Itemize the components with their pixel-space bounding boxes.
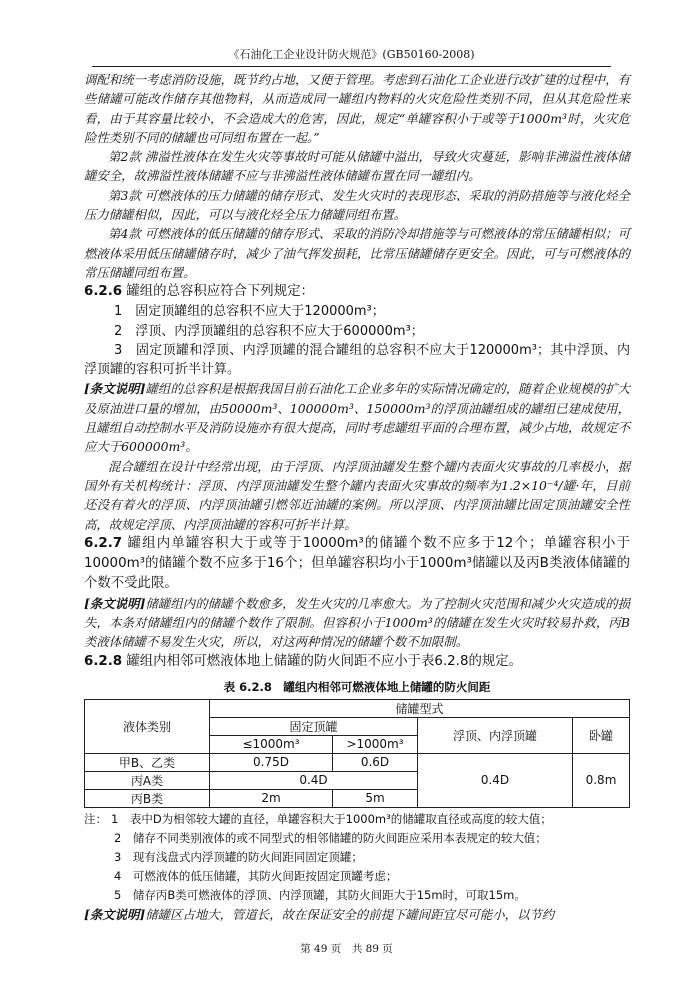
clause-title: 罐组的总容积应符合下列规定： (126, 284, 314, 300)
header-liquid-class: 液体类别 (85, 699, 210, 753)
header-large-volume: >1000m³ (333, 735, 418, 753)
table-cell: 0.75D (210, 753, 333, 771)
row-label: 丙A类 (85, 771, 210, 789)
explanation-paragraph (84, 594, 630, 652)
explanation-tag: [条文说明] (84, 381, 146, 397)
clause-item: 2 浮顶、内浮顶罐组的总容积不应大于600000m³； (114, 323, 424, 339)
table-caption: 表 6.2.8 罐组内相邻可燃液体地上储罐的防火间距 (223, 679, 491, 694)
table-cell: 0.4D (210, 771, 418, 789)
explanation-paragraph: 调配和统一考虑消防设施，既节约占地，又便于管理。考虑到石油化工企业进行改扩建的过程中，有些储罐可能改作储存其他物料，从而造成同一罐组内物料的火灾危险性类别不同，但从其危险性来看，由于其容量比较小，不会造成大的危害，因此，规定“单罐容积小于或等于1000m³时，火灾危险性类别不同的储罐也可同组布置在一起。” (84, 72, 630, 145)
note-item: 5 储存丙B类可燃液体的浮顶、内浮顶罐，其防火间距大于15m时，可取15m。 (114, 887, 526, 902)
clause-item: 3 固定顶罐和浮顶、内浮顶罐的混合罐组的总容积不应大于120000m³；其中浮顶、内浮顶罐的容积可折半计算。 (84, 342, 630, 378)
notes-lead: 注： (84, 811, 107, 826)
explanation-tag: [条文说明] (84, 906, 146, 922)
header-floating-roof: 浮顶、内浮顶罐 (418, 717, 573, 753)
explanation-paragraph: 第2款 沸溢性液体在发生火灾等事故时可能从储罐中溢出，导致火灾蔓延，影响非沸溢性液体储罐安全，故沸溢性液体储罐不应与非沸溢性液体储罐布置在同一罐组内。 (84, 149, 630, 184)
clause-number: 6.2.7 (84, 535, 123, 551)
explanation-paragraph: 混合罐组在设计中经常出现，由于浮顶、内浮顶油罐发生整个罐内表面火灾事故的几率极小，据国外有关机构统计：浮顶、内浮顶油罐发生整个罐内表面火灾事故的频率为1.2×10⁻⁴/罐·年，目前还没有着火的浮顶、内浮顶油罐引燃邻近油罐的案例。所以浮顶、内浮顶油罐比固定顶油罐安全性高，故规定浮顶、内浮顶油罐的容积可折半计算。 (84, 458, 630, 532)
explanation-paragraph: 第3款 可燃液体的压力储罐的储存形式、发生火灾时的表现形态、采取的消防措施等与液化烃全压力储罐相似，因此，可以与液化烃全压力储罐同组布置。 (84, 187, 630, 223)
table-notes (84, 810, 630, 905)
header-tank-type: 储罐型式 (210, 699, 630, 717)
note-item: 3 现有浅盘式内浮顶罐的防火间距同固定顶罐； (114, 849, 363, 864)
clause-number: 6.2.6 (84, 284, 123, 300)
explanation-paragraph (84, 379, 630, 456)
clause-6-2-7 (84, 534, 630, 594)
spacing-table (84, 699, 630, 808)
row-label: 甲B、乙类 (85, 753, 210, 771)
explanation-tag: [条文说明] (84, 595, 146, 611)
explanation-paragraph (84, 905, 630, 924)
explanation-text: 储罐区占地大，管道长，故在保证安全的前提下罐间距宜尽可能小，以节约 (145, 906, 555, 922)
table-cell: 5m (333, 789, 418, 807)
table-cell: 0.6D (333, 753, 418, 771)
table-row (85, 753, 630, 771)
clause-item: 1 固定顶罐组的总容积不应大于120000m³； (114, 304, 385, 320)
note-item: 2 储存不同类别液体的或不同型式的相邻储罐的防火间距应采用本表规定的较大值； (114, 830, 547, 845)
table-cell-floating: 0.4D (418, 753, 573, 807)
explanation-paragraph: 第4款 可燃液体的低压储罐的储存形式、采取的消防冷却措施等与可燃液体的常压储罐相似；可燃液体采用低压储罐储存时，减少了油气挥发损耗，比常压储罐储存更安全。因此，可与可燃液体的常压储罐同组布置。 (84, 226, 630, 280)
clause-number: 6.2.8 (84, 653, 123, 669)
table-cell: 2m (210, 789, 333, 807)
explanation-text: 储罐组内的储罐个数愈多，发生火灾的几率愈大。为了控制火灾范围和减少火灾造成的损失，本条对储罐组内的储罐个数作了限制。但容积小于1000m³的储罐在发生火灾时较易扑救，丙B类液体储罐不易发生火灾，所以，对这两种情况的储罐个数不加限制。 (84, 595, 631, 650)
clause-text: 罐组内单罐容积大于或等于10000m³的储罐个数不应多于12个；单罐容积小于10000m³的储罐个数不应多于16个；但单罐容积均小于1000m³储罐以及丙B类液体储罐的个数不受此限。 (84, 535, 631, 591)
explanation-text: 罐组的总容积是根据我国目前石油化工企业多年的实际情况确定的，随着企业规模的扩大及原油进口量的增加，由50000m³、100000m³、150000m³的浮顶油罐组成的罐组已建成使用，且罐组自动控制水平及消防设施亦有很大提高，同时考虑罐组平面的合理布置，减少占地，故规定不应大于600000m³。 (84, 381, 631, 455)
table-cell-horizontal: 0.8m (573, 753, 630, 807)
page-footer: 第 49 页 共 89 页 (300, 943, 393, 955)
row-label: 丙B类 (85, 789, 210, 807)
table-row (85, 699, 630, 717)
clause-text: 罐组内相邻可燃液体地上储罐的防火间距不应小于表6.2.8的规定。 (126, 653, 523, 669)
page-header: 《石油化工企业设计防火规范》(GB50160-2008) (92, 46, 611, 67)
header-fixed-roof: 固定顶罐 (210, 717, 418, 735)
page-body (84, 70, 630, 924)
header-small-volume: ≤1000m³ (210, 735, 333, 753)
note-item: 4 可燃液体的低压储罐，其防火间距按固定顶罐考虑； (114, 868, 398, 883)
clause-6-2-6 (84, 282, 630, 302)
header-horizontal: 卧罐 (573, 717, 630, 753)
note-item: 注： 1 表中D为相邻较大罐的直径，单罐容积大于1000m³的储罐取直径或高度的较大值； (84, 811, 552, 826)
clause-6-2-8 (84, 652, 630, 672)
